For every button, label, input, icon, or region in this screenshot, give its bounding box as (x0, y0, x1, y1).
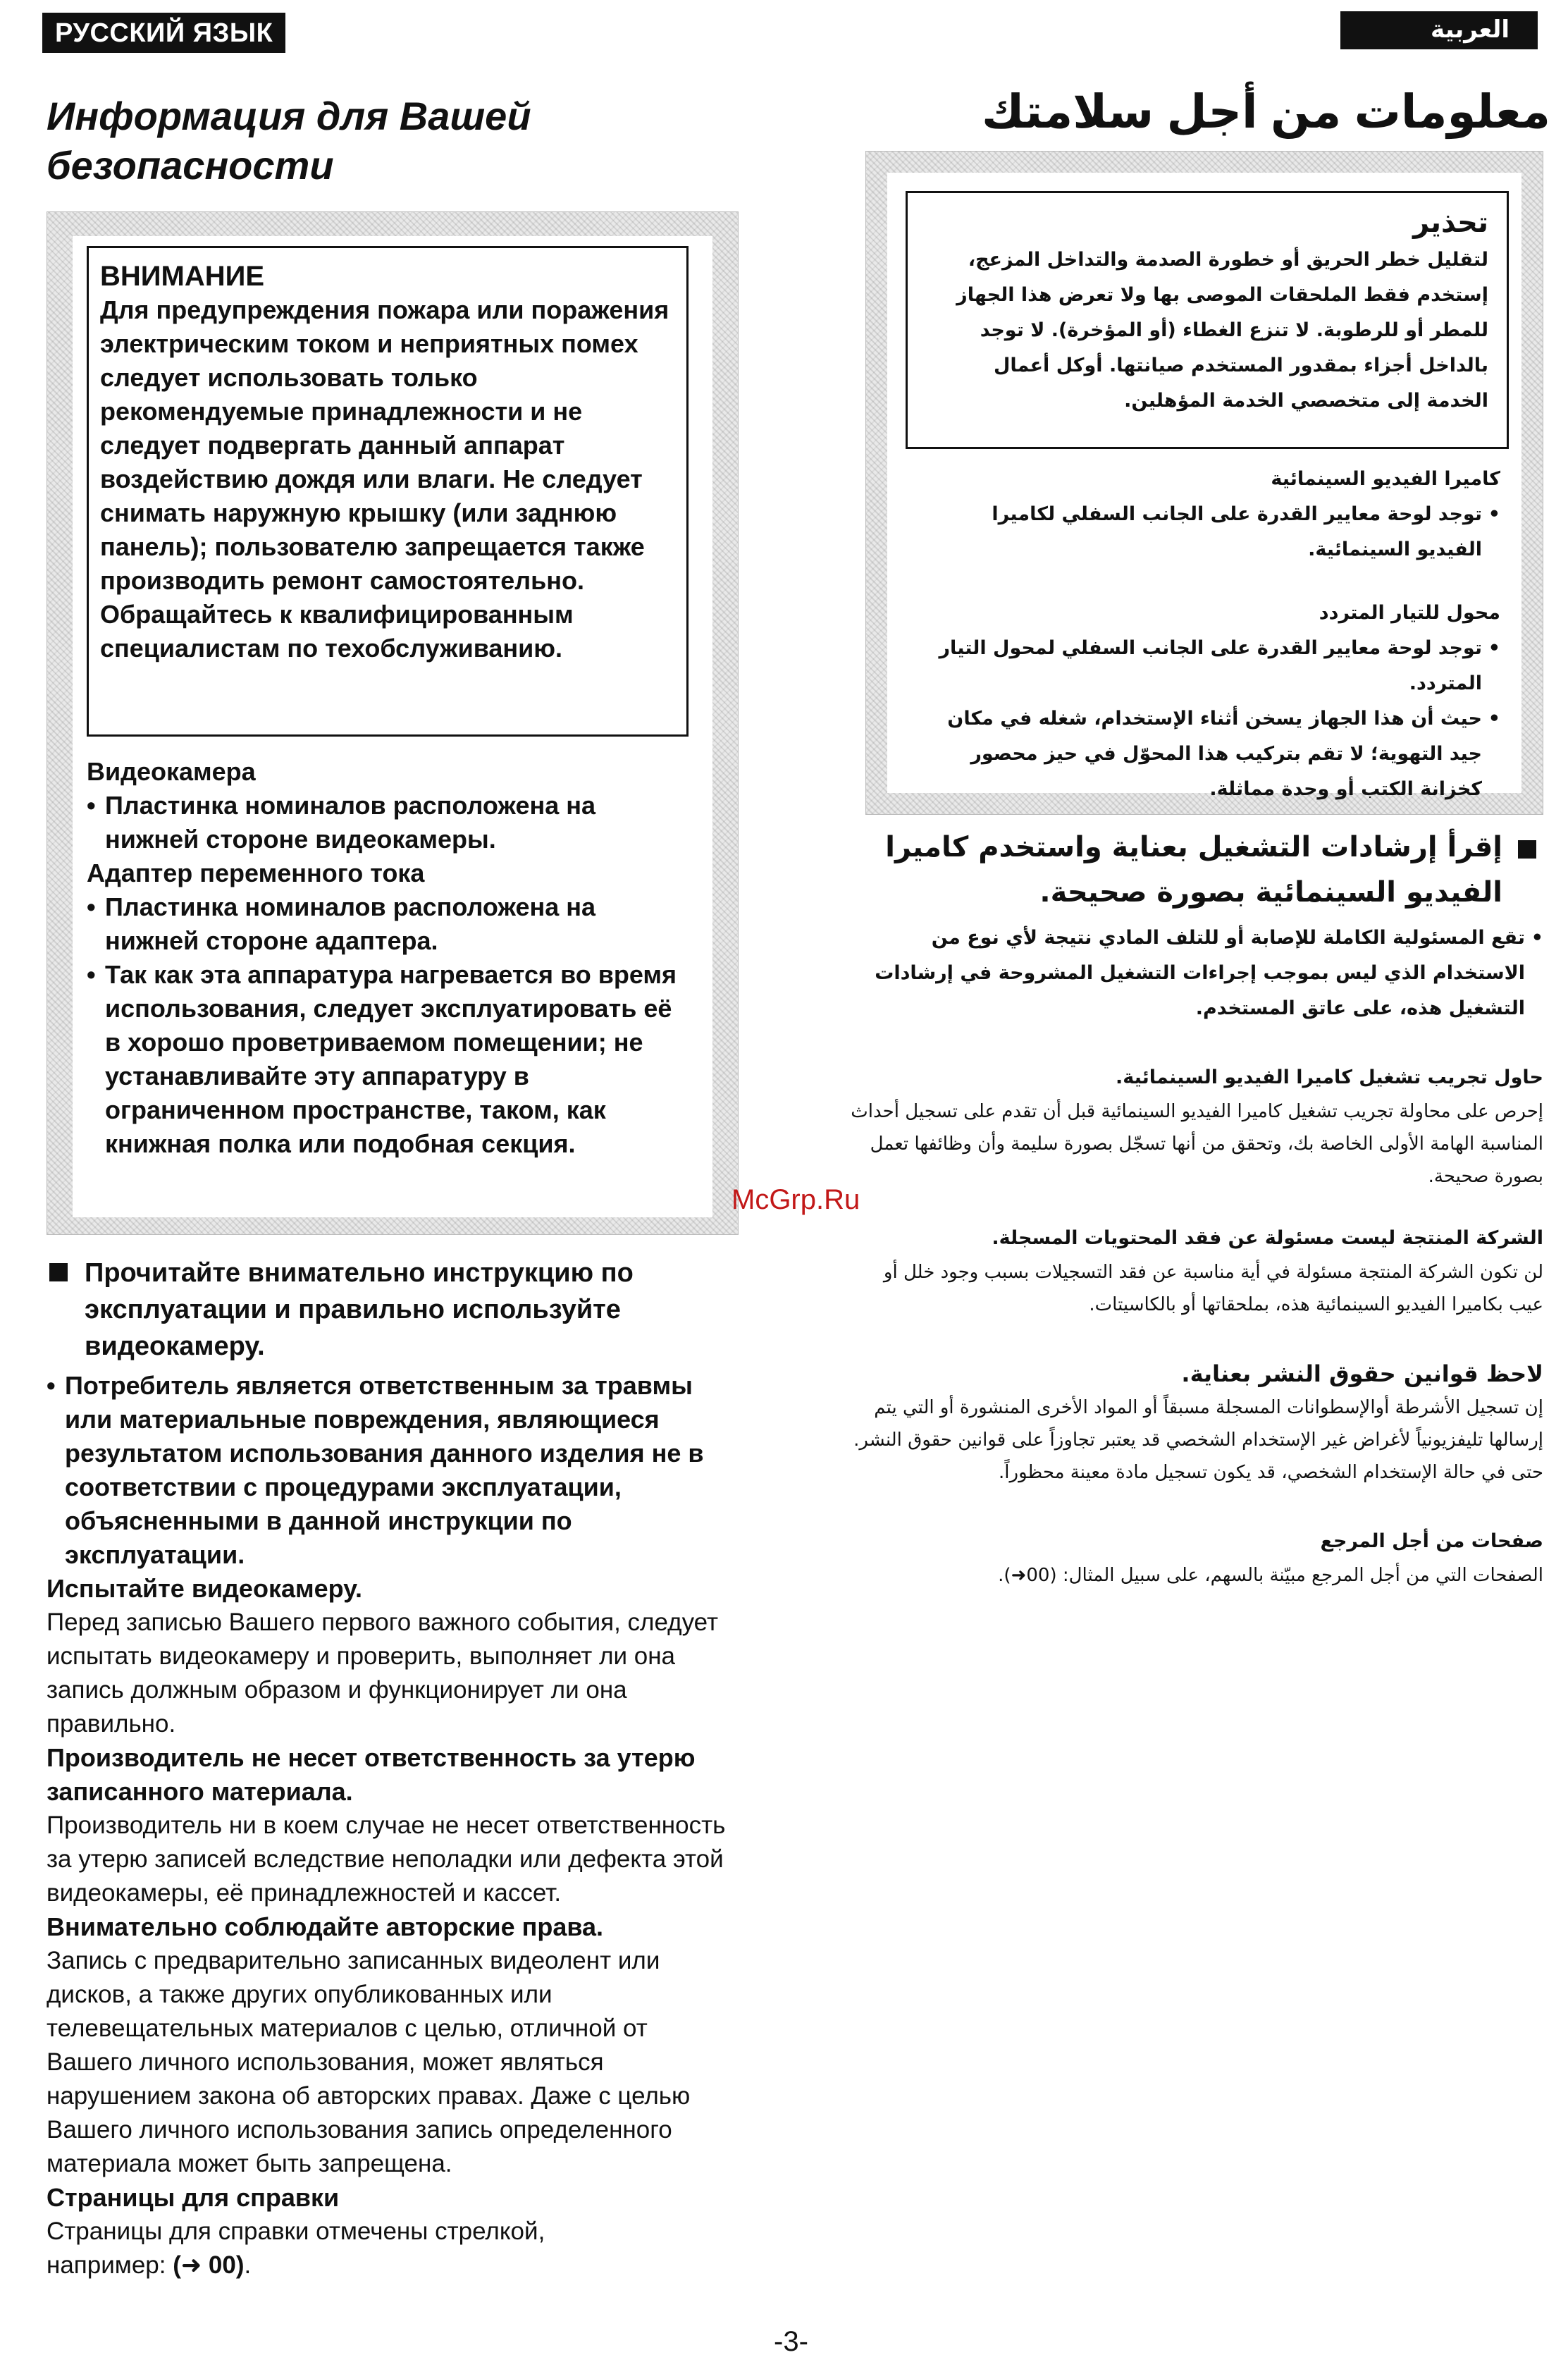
ar-adapter-label: محول للتيار المتردد (1319, 602, 1500, 624)
square-bullet-icon (1518, 840, 1536, 859)
ru-warning-text: Для предупреждения пожара или поражения электрическим током и неприятных помех следует использовать только рекомендуемые принадлежности и не следует подвергать данный аппарат воздействию дождя или влаги. Не следует снимать наружную крышку (или заднюю панель); пользователю запрещается также производить ремонт самостоятельно. Обращайтесь к квалифицированным специалистам по техобслуживанию. (100, 295, 669, 663)
ar-liability-text: لن تكون الشركة المنتجة مسئولة في أية مناسبة عن فقد التسجيلات بسبب وجود خلل أو عيب بكاميرا الفيديو السينمائية هذه، بملحقاتها أو بالكاسيتات. (883, 1262, 1543, 1315)
ru-title-line1: Информация для Вашей (47, 94, 531, 138)
ru-copyright-heading: Внимательно соблюдайте авторские права. (47, 1912, 604, 1941)
ar-copyright-text: إن تسجيل الأشرطة أوالإسطوانات المسجلة مسبقاً أو المواد الأخرى المنشورة أو التي يتم إرسالها تليفزيونياً لأغراض غير الإستخدام الشخصي قد يعتبر تجاوزاً على قوانين حقوق النشر. حتى في حالة الإستخدام الشخصي، قد يكون تسجيل مادة معينة محظوراً. (853, 1397, 1543, 1483)
ru-language-tab: РУССКИЙ ЯЗЫК (42, 13, 285, 53)
ar-camera-bullet: • توجد لوحة معايير القدرة على الجانب السفلي لكاميرا الفيديو السينمائية. (922, 497, 1500, 567)
ru-safety-panel (47, 211, 739, 1235)
ar-copyright-heading: لاحظ قوانين حقوق النشر بعناية. (1181, 1360, 1543, 1387)
ar-page-title: معلومات من أجل سلامتك (981, 85, 1550, 137)
ru-liability-heading: Производитель не несет ответственность за утерю записанного материала. (47, 1743, 696, 1806)
ru-test-heading: Испытайте видеокамеру. (47, 1574, 363, 1603)
ru-warning-box (87, 246, 689, 737)
ar-test-heading: حاول تجريب تشغيل كاميرا الفيديو السينمائية. (1116, 1066, 1543, 1088)
ru-camera-label: Видеокамера (87, 757, 256, 786)
ar-safety-panel (865, 151, 1543, 815)
ru-instructions-section (47, 1255, 737, 2282)
ru-adapter-bullet-2: • Так как эта аппаратура нагревается во время использования, следует эксплуатировать её в хорошо проветриваемом помещении; не устанавливайте эту аппаратуру в ограниченном пространстве, таком, как книжная полка или подобная секция. (87, 958, 693, 1161)
page-number: -3- (774, 2326, 808, 2357)
ar-language-tab: العربية (1340, 11, 1538, 49)
watermark-link[interactable]: McGrp.Ru (731, 1184, 860, 1215)
ru-title-line2: безопасности (47, 143, 334, 187)
ar-section-heading: إقرأ إرشادات التشغيل بعناية واستخدم كاميرا الفيديو السينمائية بصورة صحيحة. (885, 831, 1502, 909)
ar-ref-heading: صفحات من أجل المرجع (1320, 1530, 1543, 1552)
ar-test-text: إحرص على محاولة تجريب تشغيل كاميرا الفيديو السينمائية قبل أن تقدم على تسجيل أحداث المناسبة الهامة الأولى الخاصة بك، وتحقق من أنها تسجّل بصورة سليمة وأن وظائفها تعمل بصورة صحيحة. (851, 1101, 1543, 1187)
ar-ref-text: الصفحات التي من أجل المرجع مبيّنة بالسهم، على سبيل المثال: (00➜). (998, 1565, 1543, 1586)
ar-section-bullet: • تقع المسئولية الكاملة للإصابة أو للتلف المادي نتيجة لأي نوع من الاستخدام الذي ليس بموجب إجراءات التشغيل المشروحة في إرشادات التشغيل هذه، على عاتق المستخدم. (846, 921, 1543, 1026)
ar-ratings-section (922, 462, 1500, 807)
ru-ratings-section (87, 755, 693, 1161)
ru-test-text: Перед записью Вашего первого важного события, следует испытать видеокамеру и проверить, выполняет ли она запись должным образом и функционирует ли она правильно. (47, 1609, 719, 1738)
ar-liability-heading: الشركة المنتجة ليست مسئولة عن فقد المحتويات المسجلة. (992, 1227, 1543, 1249)
ru-section-bullet: • Потребитель является ответственным за травмы или материальные повреждения, являющиеся результатом использования данного изделия не в соответствии с процедурами эксплуатации, объясненными в данной инструкции по эксплуатации. (47, 1369, 737, 1572)
ar-section-heading-wrap (846, 825, 1543, 915)
ru-ref-text-suffix: . (244, 2251, 252, 2279)
ru-section-heading-wrap (47, 1255, 737, 1365)
ar-adapter-bullet-2: • حيث أن هذا الجهاز يسخن أثناء الإستخدام، شغله في مكان جيد التهوية؛ لا تقم بتركيب هذا المحوّل في حيز محصور كخزانة الكتب أو وحدة مماثلة. (922, 701, 1500, 807)
ar-instructions-section (846, 825, 1543, 1592)
ru-ref-text-prefix: например: (47, 2251, 173, 2279)
ru-section-heading: Прочитайте внимательно инструкцию по эксплуатации и правильно используйте видеокамеру. (85, 1258, 634, 1361)
ru-ref-text-line1: Страницы для справки отмечены стрелкой, (47, 2218, 545, 2245)
ru-page-title (47, 92, 681, 190)
ar-adapter-bullet-1: • توجد لوحة معايير القدرة على الجانب السفلي لمحول التيار المتردد. (922, 631, 1500, 701)
ru-ref-text (47, 2215, 737, 2282)
ru-adapter-label: Адаптер переменного тока (87, 859, 425, 887)
ru-adapter-bullet-1: • Пластинка номиналов расположена на нижней стороне адаптера. (87, 890, 693, 958)
ar-camera-label: كاميرا الفيديو السينمائية (1271, 468, 1500, 490)
ar-warning-heading: تحذير (1413, 207, 1488, 239)
ru-copyright-text: Запись с предварительно записанных видеолент или дисков, а также других опубликованных или телевещательных материалов с целью, отличной от Вашего личного использования, может являться нарушением закона об авторских правах. Даже с целью Вашего личного использования запись определенного материала может быть запрещена. (47, 1947, 691, 2177)
ar-warning-text: لتقليل خطر الحريق أو خطورة الصدمة والتداخل المزعج، إستخدم فقط الملحقات الموصى بها ولا تعرض هذا الجهاز للمطر أو للرطوبة. لا تنزع الغطاء (أو المؤخرة). لا توجد بالداخل أجزاء بمقدور المستخدم صيانتها. أوكل أعمال الخدمة إلى متخصصي الخدمة المؤهلين. (956, 249, 1488, 412)
ru-ref-heading: Страницы для справки (47, 2183, 340, 2212)
ru-ref-arrow-example: (➜ 00) (173, 2251, 245, 2279)
ru-camera-bullet: • Пластинка номиналов расположена на нижней стороне видеокамеры. (87, 789, 693, 856)
ar-warning-box (906, 191, 1509, 449)
square-bullet-icon (49, 1263, 68, 1281)
ru-liability-text: Производитель ни в коем случае не несет ответственность за утерю записей вследствие неполадки или дефекта этой видеокамеры, её принадлежностей и кассет. (47, 1812, 726, 1907)
ru-warning-heading: ВНИМАНИЕ (100, 261, 265, 292)
